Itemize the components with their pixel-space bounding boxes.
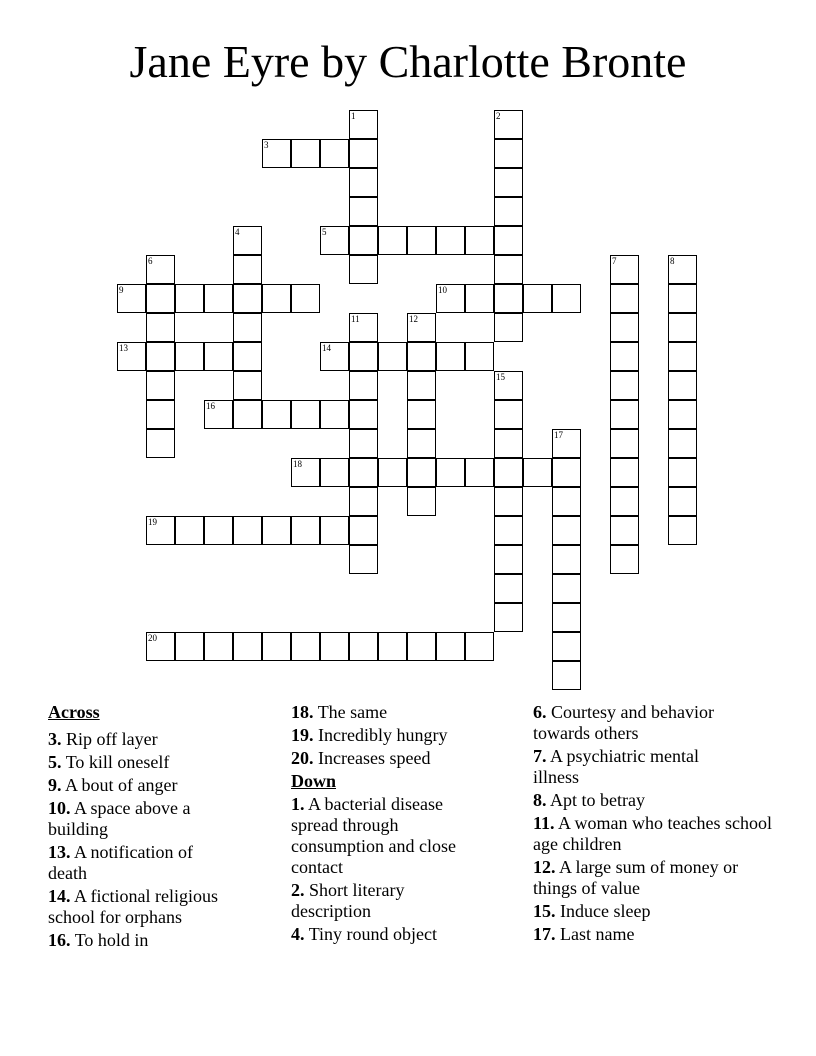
grid-cell[interactable] <box>349 139 378 168</box>
grid-cell[interactable] <box>610 516 639 545</box>
grid-cell[interactable] <box>146 284 175 313</box>
grid-cell[interactable] <box>407 371 436 400</box>
clue-number: 15. <box>533 901 556 921</box>
grid-cell[interactable] <box>204 284 233 313</box>
grid-cell[interactable] <box>204 632 233 661</box>
cell-number: 2 <box>496 111 501 121</box>
grid-cell[interactable] <box>320 632 349 661</box>
grid-cell[interactable] <box>349 516 378 545</box>
grid-cell[interactable] <box>146 400 175 429</box>
grid-cell[interactable] <box>552 516 581 545</box>
clue-text: A fictional religious school for orphans <box>48 886 218 927</box>
grid-cell[interactable] <box>349 458 378 487</box>
clue-text: Short literary description <box>291 880 405 921</box>
grid-cell[interactable] <box>407 487 436 516</box>
grid-cell[interactable] <box>494 255 523 284</box>
grid-cell[interactable] <box>262 632 291 661</box>
clue-across-13 <box>48 842 228 884</box>
clue-across-19 <box>291 725 491 746</box>
clue-across-20 <box>291 748 491 769</box>
grid-cell[interactable] <box>291 632 320 661</box>
grid-cell[interactable] <box>494 487 523 516</box>
clue-down-4 <box>291 924 491 945</box>
grid-cell[interactable] <box>262 516 291 545</box>
clue-down-12 <box>533 857 748 899</box>
grid-cell[interactable] <box>204 516 233 545</box>
clue-down-1 <box>291 794 491 878</box>
cell-number: 6 <box>148 256 153 266</box>
clue-text: A woman who teaches school age children <box>533 813 772 854</box>
across-heading: Across <box>48 702 100 722</box>
cell-number: 11 <box>351 314 360 324</box>
grid-cell[interactable] <box>465 458 494 487</box>
grid-cell[interactable] <box>233 255 262 284</box>
clue-number: 3. <box>48 729 62 749</box>
grid-cell[interactable] <box>262 400 291 429</box>
grid-cell[interactable] <box>610 429 639 458</box>
grid-cell[interactable] <box>436 458 465 487</box>
grid-cell[interactable] <box>233 371 262 400</box>
clues-column-1 <box>48 702 278 953</box>
grid-cell[interactable] <box>465 632 494 661</box>
grid-cell[interactable] <box>494 574 523 603</box>
grid-cell[interactable] <box>146 342 175 371</box>
grid-cell[interactable] <box>465 342 494 371</box>
clue-down-17 <box>533 924 773 945</box>
clue-down-2 <box>291 880 441 922</box>
grid-cell[interactable] <box>320 139 349 168</box>
grid-cell[interactable] <box>349 487 378 516</box>
clue-number: 20. <box>291 748 314 768</box>
grid-cell[interactable] <box>668 284 697 313</box>
clue-down-6 <box>533 702 743 744</box>
clue-text: Tiny round object <box>308 924 438 944</box>
grid-cell[interactable] <box>378 458 407 487</box>
grid-cell[interactable] <box>233 632 262 661</box>
cell-number: 7 <box>612 256 617 266</box>
grid-cell[interactable] <box>668 400 697 429</box>
clue-number: 17. <box>533 924 556 944</box>
grid-cell[interactable] <box>407 429 436 458</box>
grid-cell[interactable] <box>349 632 378 661</box>
clue-text: Increases speed <box>318 748 431 768</box>
grid-cell[interactable] <box>494 458 523 487</box>
cell-number: 16 <box>206 401 215 411</box>
clue-down-15 <box>533 901 773 922</box>
clues-column-3 <box>533 702 773 947</box>
grid-cell[interactable] <box>407 458 436 487</box>
cell-number: 19 <box>148 517 157 527</box>
grid-cell[interactable] <box>465 284 494 313</box>
grid-cell[interactable] <box>523 458 552 487</box>
grid-cell[interactable] <box>146 429 175 458</box>
clue-text: Incredibly hungry <box>318 725 448 745</box>
clue-text: Rip off layer <box>66 729 158 749</box>
clue-across-3 <box>48 729 278 750</box>
cell-number: 5 <box>322 227 327 237</box>
grid-cell[interactable] <box>494 400 523 429</box>
clue-number: 7. <box>533 746 547 766</box>
clue-text: A space above a building <box>48 798 191 839</box>
clue-text: Induce sleep <box>560 901 651 921</box>
cell-number: 12 <box>409 314 418 324</box>
grid-cell[interactable] <box>494 429 523 458</box>
grid-cell[interactable] <box>668 487 697 516</box>
clue-text: A notification of death <box>48 842 193 883</box>
cell-number: 13 <box>119 343 128 353</box>
grid-cell[interactable] <box>291 284 320 313</box>
grid-cell[interactable] <box>233 313 262 342</box>
grid-cell[interactable] <box>349 400 378 429</box>
clue-across-9 <box>48 775 278 796</box>
clue-number: 14. <box>48 886 71 906</box>
clue-number: 13. <box>48 842 71 862</box>
grid-cell[interactable] <box>494 516 523 545</box>
grid-cell[interactable] <box>320 516 349 545</box>
grid-cell[interactable] <box>349 342 378 371</box>
grid-cell[interactable] <box>494 197 523 226</box>
clue-number: 10. <box>48 798 71 818</box>
clue-number: 12. <box>533 857 556 877</box>
clue-number: 1. <box>291 794 305 814</box>
grid-cell[interactable] <box>378 342 407 371</box>
grid-cell[interactable] <box>494 226 523 255</box>
grid-cell[interactable] <box>668 429 697 458</box>
grid-cell[interactable] <box>407 400 436 429</box>
cell-number: 20 <box>148 633 157 643</box>
grid-cell[interactable] <box>610 371 639 400</box>
clue-number: 6. <box>533 702 547 722</box>
clue-across-10 <box>48 798 223 840</box>
puzzle-title: Jane Eyre by Charlotte Bronte <box>129 36 687 87</box>
clue-across-14 <box>48 886 258 928</box>
clue-text: Apt to betray <box>550 790 645 810</box>
clue-text: A bout of anger <box>65 775 178 795</box>
clue-number: 9. <box>48 775 62 795</box>
grid-cell[interactable] <box>320 400 349 429</box>
grid-cell[interactable] <box>175 516 204 545</box>
grid-cell[interactable] <box>233 400 262 429</box>
grid-cell[interactable] <box>610 458 639 487</box>
clue-text: The same <box>317 702 388 722</box>
clue-text: A psychiatric mental illness <box>533 746 699 787</box>
clue-number: 5. <box>48 752 62 772</box>
grid-cell[interactable] <box>610 342 639 371</box>
grid-cell[interactable] <box>349 168 378 197</box>
clues-column-2 <box>291 702 491 947</box>
grid-cell[interactable] <box>668 516 697 545</box>
grid-cell[interactable] <box>349 545 378 574</box>
cell-number: 1 <box>351 111 356 121</box>
grid-cell[interactable] <box>233 516 262 545</box>
grid-cell[interactable] <box>349 371 378 400</box>
grid-cell[interactable] <box>407 226 436 255</box>
grid-cell[interactable] <box>146 371 175 400</box>
clue-number: 2. <box>291 880 305 900</box>
cell-number: 14 <box>322 343 331 353</box>
cell-number: 10 <box>438 285 447 295</box>
clue-number: 4. <box>291 924 305 944</box>
grid-cell[interactable] <box>494 284 523 313</box>
clue-number: 8. <box>533 790 547 810</box>
clue-text: To hold in <box>74 930 149 950</box>
grid-cell[interactable] <box>175 284 204 313</box>
grid-cell[interactable] <box>291 516 320 545</box>
grid-cell[interactable] <box>494 603 523 632</box>
grid-cell[interactable] <box>494 139 523 168</box>
grid-cell[interactable] <box>668 458 697 487</box>
grid-cell[interactable] <box>552 574 581 603</box>
grid-cell[interactable] <box>668 371 697 400</box>
grid-cell[interactable] <box>465 226 494 255</box>
clue-number: 19. <box>291 725 314 745</box>
grid-cell[interactable] <box>523 284 552 313</box>
grid-cell[interactable] <box>349 226 378 255</box>
clue-across-16 <box>48 930 278 951</box>
grid-cell[interactable] <box>349 197 378 226</box>
grid-cell[interactable] <box>494 313 523 342</box>
grid-cell[interactable] <box>668 342 697 371</box>
grid-cell[interactable] <box>610 487 639 516</box>
grid-cell[interactable] <box>436 226 465 255</box>
grid-cell[interactable] <box>204 342 233 371</box>
grid-cell[interactable] <box>552 458 581 487</box>
clue-text: Last name <box>560 924 635 944</box>
grid-cell[interactable] <box>233 284 262 313</box>
grid-cell[interactable] <box>291 400 320 429</box>
down-heading: Down <box>291 771 337 791</box>
grid-cell[interactable] <box>610 545 639 574</box>
grid-cell[interactable] <box>378 226 407 255</box>
clue-down-11 <box>533 813 773 855</box>
grid-cell[interactable] <box>610 400 639 429</box>
clue-text: Courtesy and behavior towards others <box>533 702 714 743</box>
grid-cell[interactable] <box>552 632 581 661</box>
cell-number: 3 <box>264 140 269 150</box>
clue-across-5 <box>48 752 278 773</box>
grid-cell[interactable] <box>349 255 378 284</box>
clue-number: 11. <box>533 813 555 833</box>
clue-text: A bacterial disease spread through consumption and close contact <box>291 794 456 877</box>
grid-cell[interactable] <box>552 603 581 632</box>
cell-number: 15 <box>496 372 505 382</box>
grid-cell[interactable] <box>175 342 204 371</box>
grid-cell[interactable] <box>291 139 320 168</box>
cell-number: 4 <box>235 227 240 237</box>
grid-cell[interactable] <box>552 545 581 574</box>
grid-cell[interactable] <box>668 313 697 342</box>
grid-cell[interactable] <box>407 342 436 371</box>
clue-number: 16. <box>48 930 71 950</box>
grid-cell[interactable] <box>610 284 639 313</box>
cell-number: 9 <box>119 285 124 295</box>
grid-cell[interactable] <box>436 632 465 661</box>
grid-cell[interactable] <box>552 284 581 313</box>
grid-cell[interactable] <box>378 632 407 661</box>
grid-cell[interactable] <box>610 313 639 342</box>
clue-across-18 <box>291 702 491 723</box>
grid-cell[interactable] <box>233 342 262 371</box>
grid-cell[interactable] <box>407 632 436 661</box>
grid-cell[interactable] <box>262 284 291 313</box>
clue-text: A large sum of money or things of value <box>533 857 739 898</box>
clue-number: 18. <box>291 702 314 722</box>
grid-cell[interactable] <box>494 168 523 197</box>
clue-text: To kill oneself <box>65 752 170 772</box>
grid-cell[interactable] <box>552 661 581 690</box>
grid-cell[interactable] <box>494 545 523 574</box>
grid-cell[interactable] <box>146 313 175 342</box>
clue-down-7 <box>533 746 733 788</box>
cell-number: 17 <box>554 430 563 440</box>
cell-number: 18 <box>293 459 302 469</box>
grid-cell[interactable] <box>175 632 204 661</box>
grid-cell[interactable] <box>436 342 465 371</box>
clue-down-8 <box>533 790 773 811</box>
grid-cell[interactable] <box>320 458 349 487</box>
grid-cell[interactable] <box>552 487 581 516</box>
cell-number: 8 <box>670 256 675 266</box>
grid-cell[interactable] <box>349 429 378 458</box>
